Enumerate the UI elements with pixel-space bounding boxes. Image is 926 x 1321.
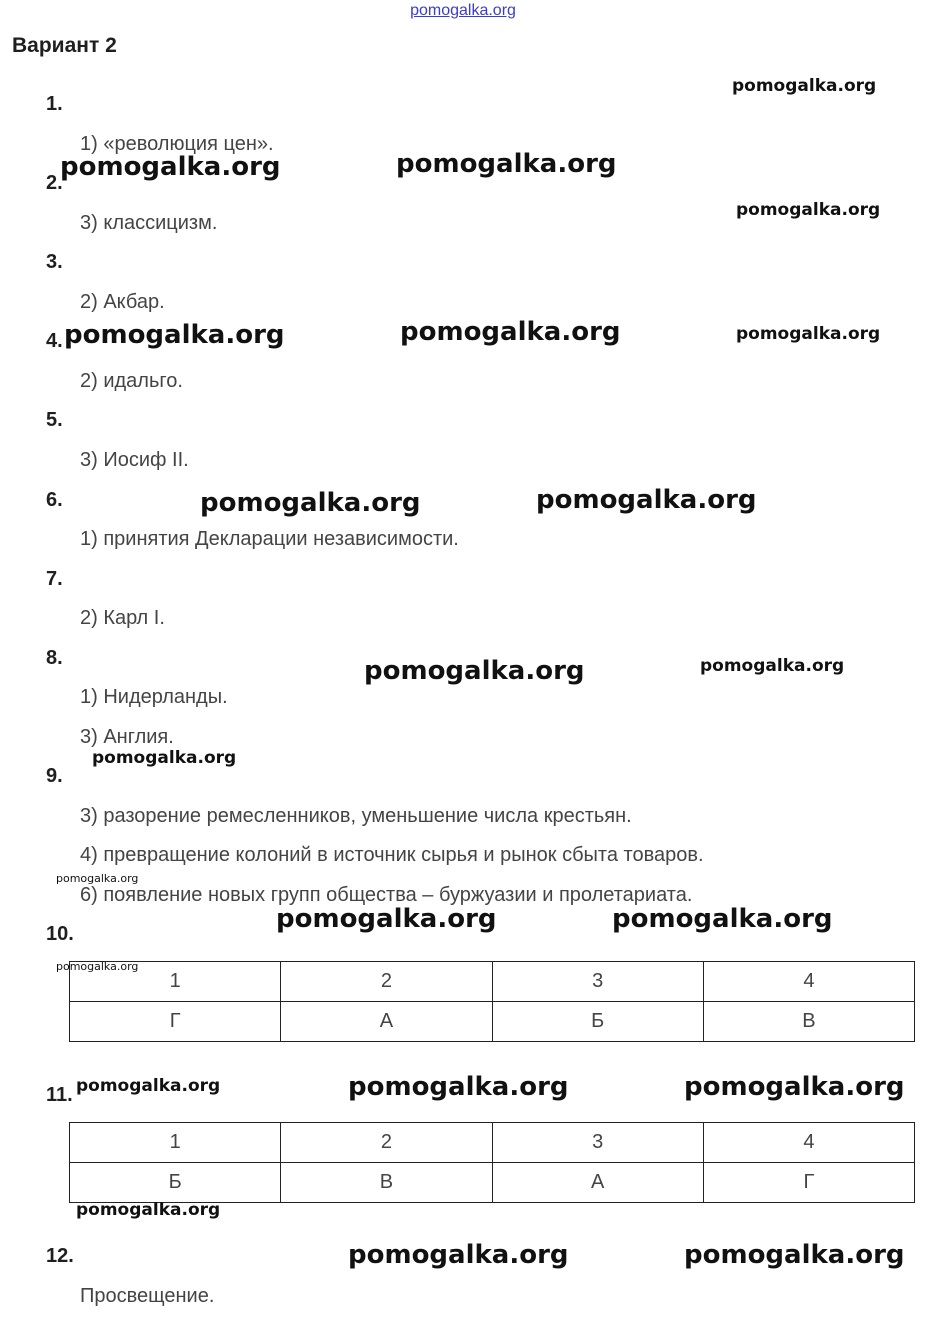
- table-row: [70, 962, 915, 1002]
- answer-text: Просвещение.: [80, 1285, 215, 1307]
- answer-text: 2) идальго.: [80, 370, 183, 392]
- watermark: pomogalka.org: [732, 76, 877, 96]
- table-cell: Г: [703, 1163, 914, 1203]
- watermark: pomogalka.org: [364, 656, 585, 686]
- table-cell: Б: [492, 1002, 703, 1042]
- answer-text: 3) Англия.: [80, 726, 174, 748]
- table-cell: В: [281, 1163, 492, 1203]
- site-link[interactable]: pomogalka.org: [410, 2, 516, 19]
- question-number: 8.: [46, 647, 63, 669]
- watermark: pomogalka.org: [684, 1072, 905, 1102]
- question-number: 11.: [46, 1084, 73, 1106]
- answer-text: 2) Акбар.: [80, 291, 165, 313]
- table-row: [70, 1123, 915, 1163]
- watermark: pomogalka.org: [200, 488, 421, 518]
- table-cell: А: [281, 1002, 492, 1042]
- watermark: pomogalka.org: [348, 1240, 569, 1270]
- question-number: 12.: [46, 1245, 74, 1267]
- question-number: 10.: [46, 923, 74, 945]
- answer-text: 1) принятия Декларации независимости.: [80, 528, 459, 550]
- question-number: 9.: [46, 765, 63, 787]
- table-header-cell: 1: [70, 1123, 281, 1163]
- watermark: pomogalka.org: [276, 904, 497, 934]
- watermark: pomogalka.org: [92, 748, 237, 768]
- answer-table: [69, 1122, 915, 1203]
- table-cell: Г: [70, 1002, 281, 1042]
- table-header-cell: 2: [281, 1123, 492, 1163]
- answer-text: 2) Карл I.: [80, 607, 165, 629]
- question-number: 6.: [46, 489, 63, 511]
- answer-text: 1) Нидерланды.: [80, 686, 228, 708]
- question-number: 4.: [46, 330, 63, 352]
- answer-text: 4) превращение колоний в источник сырья и рынок сбыта товаров.: [80, 844, 704, 866]
- table-cell: Б: [70, 1163, 281, 1203]
- page-title: Вариант 2: [12, 34, 117, 57]
- question-number: 1.: [46, 93, 63, 115]
- watermark: pomogalka.org: [736, 324, 881, 344]
- question-number: 7.: [46, 568, 63, 590]
- watermark: pomogalka.org: [612, 904, 833, 934]
- table-row: [70, 1163, 915, 1203]
- watermark: pomogalka.org: [76, 1200, 221, 1220]
- watermark: pomogalka.org: [700, 656, 845, 676]
- watermark: pomogalka.org: [56, 960, 139, 973]
- answer-text: 6) появление новых групп общества – буржуазии и пролетариата.: [80, 884, 693, 906]
- answer-text: 3) разорение ремесленников, уменьшение числа крестьян.: [80, 805, 632, 827]
- table-row: [70, 1002, 915, 1042]
- watermark: pomogalka.org: [400, 317, 621, 347]
- watermark: pomogalka.org: [56, 872, 139, 885]
- watermark: pomogalka.org: [60, 152, 281, 182]
- table-header-cell: 2: [281, 962, 492, 1002]
- watermark: pomogalka.org: [348, 1072, 569, 1102]
- answer-text: 1) «революция цен».: [80, 133, 274, 155]
- table-cell: В: [703, 1002, 914, 1042]
- table-header-cell: 1: [70, 962, 281, 1002]
- answer-table: [69, 961, 915, 1042]
- answer-text: 3) классицизм.: [80, 212, 218, 234]
- table-header-cell: 4: [703, 962, 914, 1002]
- question-number: 5.: [46, 409, 63, 431]
- watermark: pomogalka.org: [396, 149, 617, 179]
- answer-text: 3) Иосиф II.: [80, 449, 189, 471]
- table-header-cell: 4: [703, 1123, 914, 1163]
- table-header-cell: 3: [492, 962, 703, 1002]
- watermark: pomogalka.org: [736, 200, 881, 220]
- table-header-cell: 3: [492, 1123, 703, 1163]
- watermark: pomogalka.org: [536, 485, 757, 515]
- table-cell: А: [492, 1163, 703, 1203]
- question-number: 2.: [46, 172, 63, 194]
- watermark: pomogalka.org: [76, 1076, 221, 1096]
- watermark: pomogalka.org: [684, 1240, 905, 1270]
- question-number: 3.: [46, 251, 63, 273]
- watermark: pomogalka.org: [64, 320, 285, 350]
